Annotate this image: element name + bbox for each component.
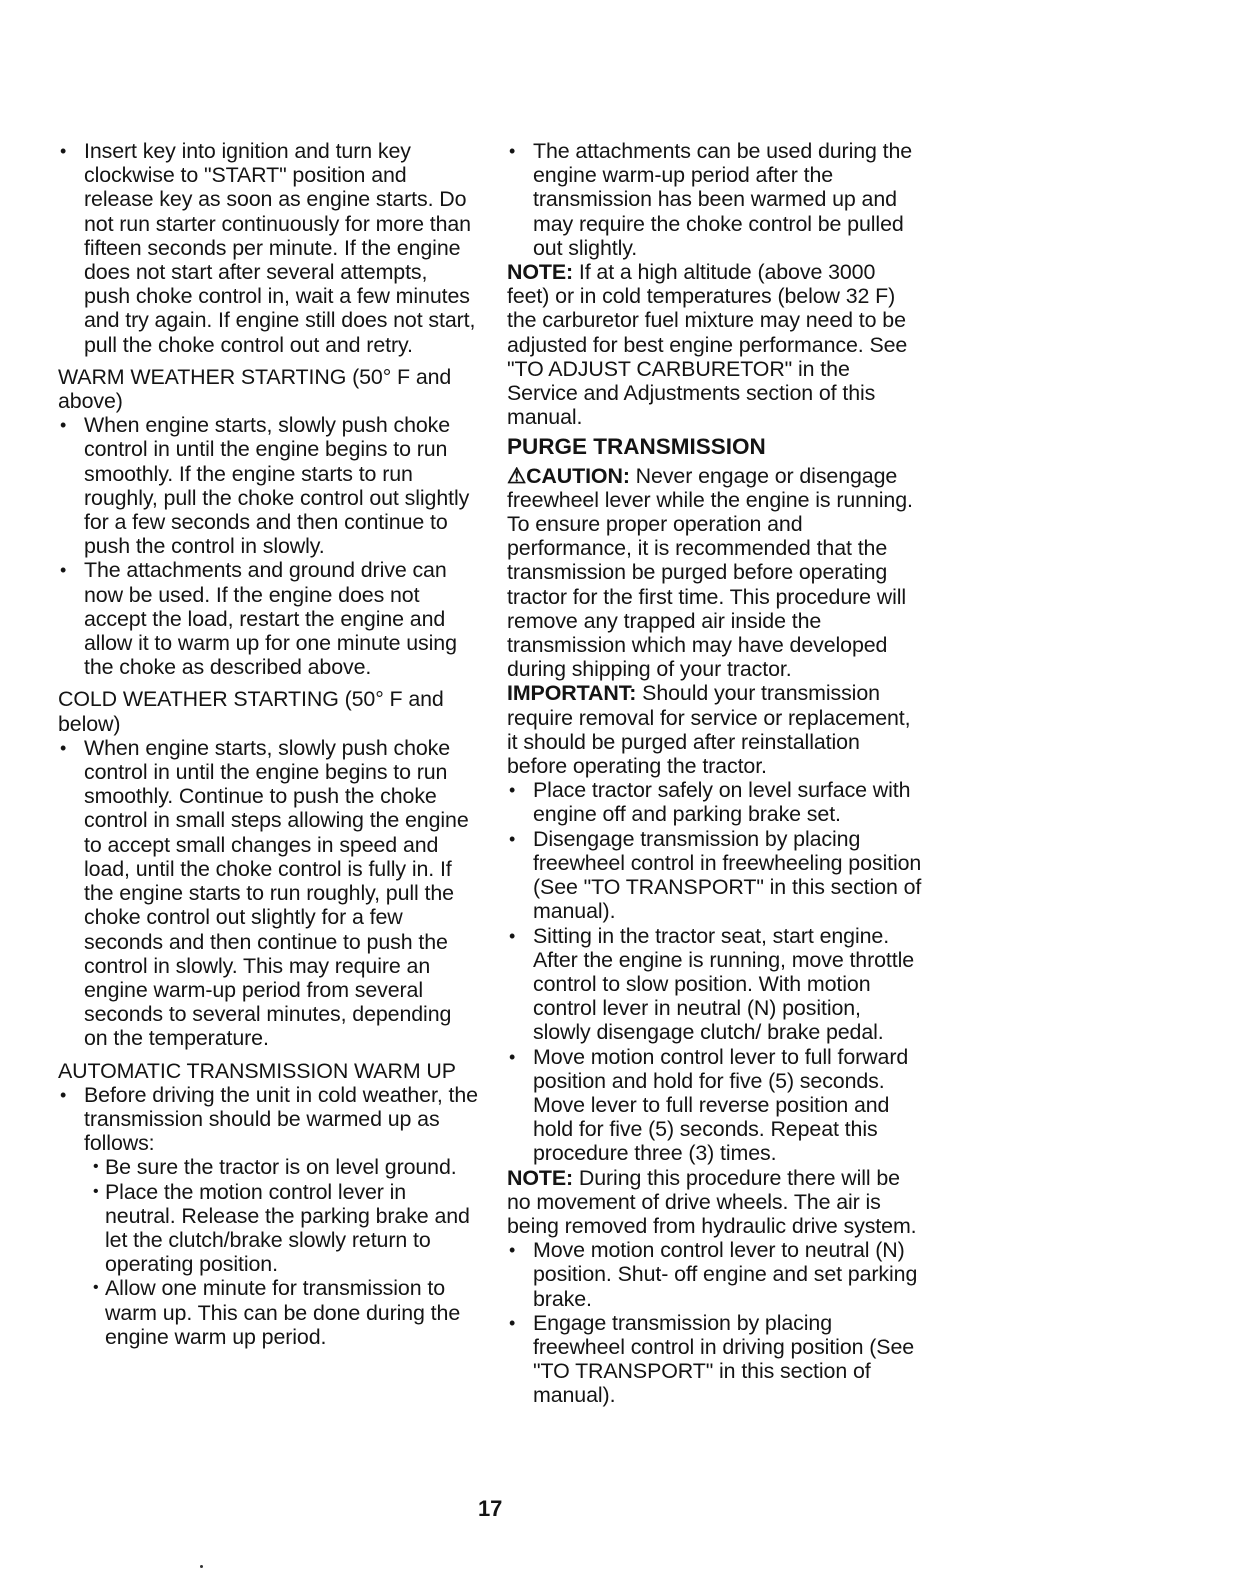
auto-transmission-heading: AUTOMATIC TRANSMISSION WARM UP [58, 1058, 456, 1083]
list-item: • Move motion control lever to neutral (N) position. Shut- off engine and set parking brake. [507, 1238, 922, 1311]
list-item: • Place tractor safely on level surface with engine off and parking brake set. [507, 778, 922, 826]
right-column [507, 139, 922, 1408]
note-text: During this procedure there will be no movement of drive wheels. The air is being removed from hydraulic drive system. [507, 1165, 917, 1238]
caution-text: Never engage or disengage freewheel lever while the engine is running. [507, 463, 913, 512]
list-item: • The attachments and ground drive can now be used. If the engine does not accept the load, restart the engine and allow it to warm up for one minute using the choke as described above. [58, 558, 478, 679]
list-item: • Engage transmission by placing freewheel control in driving position (See "TO TRANSPORT" in this section of manual). [507, 1311, 922, 1408]
note-paragraph [507, 1166, 922, 1239]
intro-paragraph: To ensure proper operation and performance, it is recommended that the transmission be purged before operating tractor for the first time. This procedure will remove any trapped air inside the transmission which may have developed during shipping of your tractor. [507, 512, 907, 682]
cold-weather-heading: COLD WEATHER STARTING (50° F and below) [58, 687, 444, 736]
warm-weather-heading: WARM WEATHER STARTING (50° F and above) [58, 364, 452, 414]
scan-speck [200, 1565, 203, 1568]
list-item: • Before driving the unit in cold weather, the transmission should be warmed up as follows: [58, 1083, 478, 1156]
sub-list-item: • Place the motion control lever in neutral. Release the parking brake and let the clutch/brake slowly return to operating position. [58, 1180, 478, 1277]
sub-list-item: • Be sure the tractor is on level ground. [58, 1155, 478, 1179]
list-item: • The attachments can be used during the engine warm-up period after the transmission has been warmed up and may require the choke control be pulled out slightly. [507, 139, 922, 260]
important-label: IMPORTANT: [507, 681, 637, 706]
list-item: • Move motion control lever to full forward position and hold for five (5) seconds. Move lever to full reverse position and hold for five (5) seconds. Repeat this procedure three (3) times. [507, 1045, 922, 1166]
list-item: • When engine starts, slowly push choke control in until the engine begins to run smoothly. Continue to push the choke control in small steps allowing the engine to accept small changes in speed and load, until the choke control is fully in. If the engine starts to run roughly, pull the choke control out slightly for a few seconds and then continue to push the control in slowly. This may require an engine warm-up period from several seconds to several minutes, depending on the temperature. [58, 736, 478, 1051]
list-item: • When engine starts, slowly push choke control in until the engine begins to run smoothly. If the engine starts to run roughly, pull the choke control out slightly for a few seconds and then continue to push the control in slowly. [58, 413, 478, 558]
sub-list-item: • Allow one minute for transmission to warm up. This can be done during the engine warm up period. [58, 1276, 478, 1349]
note-text: If at a high altitude (above 3000 feet) or in cold temperatures (below 32 F) the carburetor fuel mixture may need to be adjusted for best engine performance. See "TO ADJUST CARBURETOR" in the Service and Adjustments section of this manual. [507, 260, 908, 430]
note-label: NOTE: [507, 260, 574, 285]
note-paragraph [507, 260, 922, 429]
important-paragraph [507, 681, 922, 778]
list-item: • Insert key into ignition and turn key clockwise to "START" position and release key as soon as engine starts. Do not run starter continuously for more than fifteen seconds per minute. If the engine does not start after several attempts, push choke control in, wait a few minutes and try again. If engine still does not start, pull the choke control out and retry. [58, 139, 478, 357]
note-label: NOTE: [507, 1165, 574, 1190]
list-item: • Sitting in the tractor seat, start engine. After the engine is running, move throttle control to slow position. With motion control lever in neutral (N) position, slowly disengage clutch/ brake pedal. [507, 924, 922, 1045]
left-column [58, 139, 478, 1349]
important-text: Should your transmission require removal for service or replacement, it should be purged after reinstallation before operating the tractor. [507, 681, 911, 779]
warning-icon: ⚠ [507, 463, 527, 488]
caution-label: CAUTION: [526, 463, 630, 488]
page-number: 17 [478, 1496, 503, 1521]
purge-transmission-heading: PURGE TRANSMISSION [507, 434, 766, 460]
list-item: • Disengage transmission by placing freewheel control in freewheeling position (See "TO TRANSPORT" in this section of manual). [507, 827, 922, 924]
caution-paragraph [507, 464, 922, 512]
